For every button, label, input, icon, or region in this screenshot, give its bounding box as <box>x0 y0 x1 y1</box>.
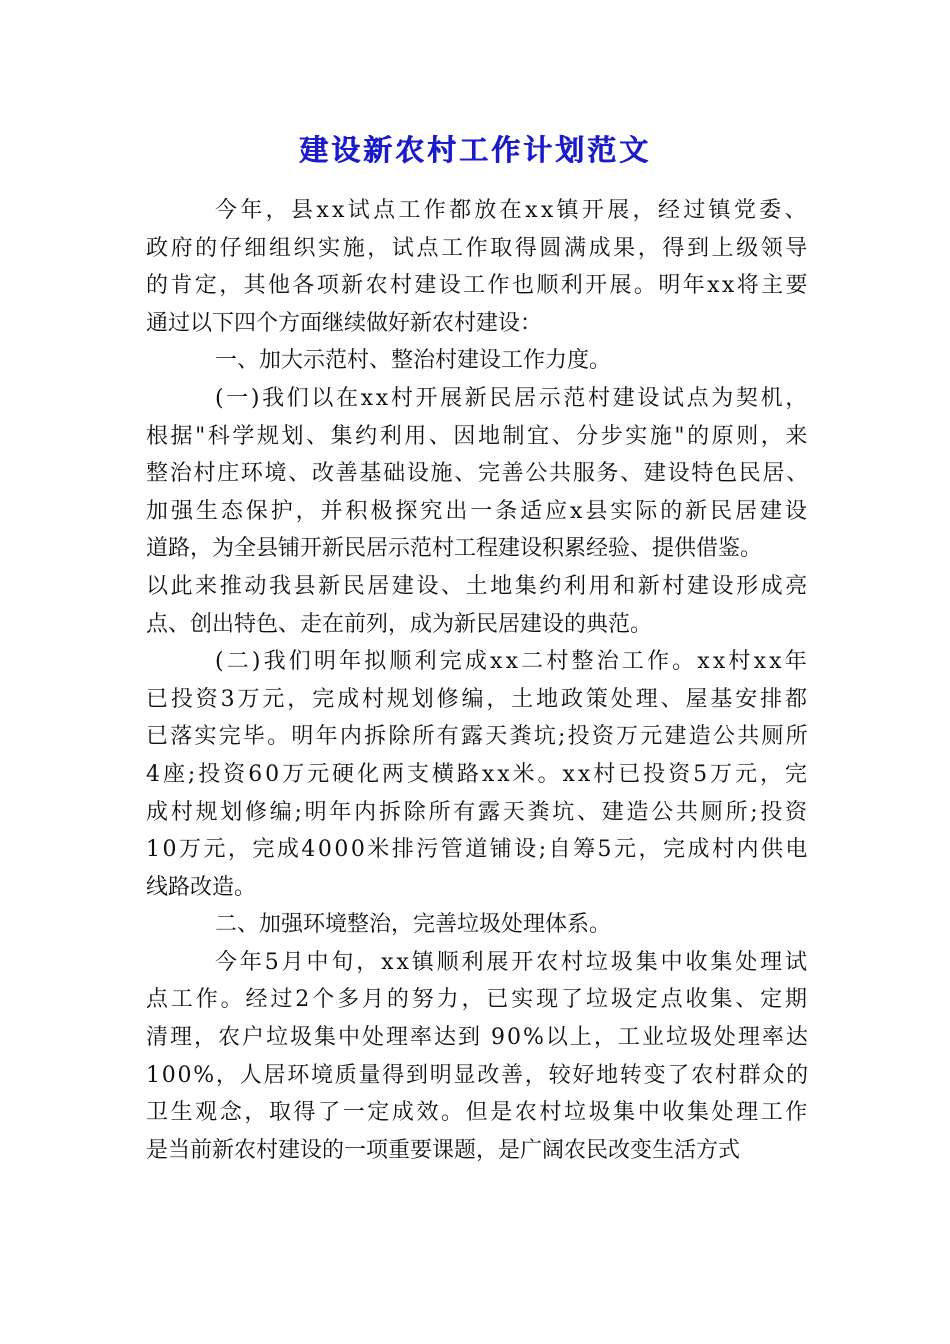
body-line: 根据"科学规划、集约利用、因地制宜、分步实施"的原则，来 <box>146 423 810 449</box>
body-line: 成村规划修编;明年内拆除所有露天粪坑、建造公共厕所;投资 <box>146 799 810 825</box>
body-line: 道路，为全县铺开新民居示范村工程建设积累经验、提供借鉴。 <box>146 536 763 562</box>
body-line: 清理，农户垃圾集中处理率达到 90%以上，工业垃圾处理率达 <box>146 1025 810 1051</box>
body-line: 是当前新农村建设的一项重要课题，是广阔农民改变生活方式 <box>146 1137 741 1163</box>
body-line: 加强生态保护，并积极探究出一条适应x县实际的新民居建设 <box>146 498 810 524</box>
body-line: 一、加大示范村、整治村建设工作力度。 <box>215 348 612 374</box>
body-line: (二)我们明年拟顺利完成xx二村整治工作。xx村xx年 <box>215 649 810 675</box>
body-line: 线路改造。 <box>146 874 257 900</box>
body-line: 今年，县xx试点工作都放在xx镇开展，经过镇党委、 <box>215 198 810 223</box>
body-line: 的肯定，其他各项新农村建设工作也顺利开展。明年xx将主要 <box>146 273 810 299</box>
document-title: 建设新农村工作计划范文 <box>298 133 651 167</box>
body-line: 已落实完毕。明年内拆除所有露天粪坑;投资万元建造公共厕所 <box>146 724 810 750</box>
body-line: 10万元，完成4000米排污管道铺设;自筹5元，完成村内供电 <box>146 837 810 863</box>
body-line: 政府的仔细组织实施，试点工作取得圆满成果，得到上级领导 <box>146 235 810 261</box>
body-line: 整治村庄环境、改善基础设施、完善公共服务、建设特色民居、 <box>146 461 810 487</box>
body-line: (一)我们以在xx村开展新民居示范村建设试点为契机， <box>215 385 810 411</box>
body-line: 二、加强环境整治，完善垃圾处理体系。 <box>215 912 612 938</box>
body-line: 今年5月中旬，xx镇顺利展开农村垃圾集中收集处理试 <box>215 949 810 975</box>
body-line: 通过以下四个方面继续做好新农村建设： <box>146 310 543 336</box>
body-line: 点工作。经过2个多月的努力，已实现了垃圾定点收集、定期 <box>146 987 810 1013</box>
body-line: 4座;投资60万元硬化两支横路xx米。xx村已投资5万元，完 <box>146 761 810 787</box>
document-body <box>146 192 810 1169</box>
body-line: 卫生观念，取得了一定成效。但是农村垃圾集中收集处理工作 <box>146 1100 810 1126</box>
body-line: 点、创出特色、走在前列，成为新民居建设的典范。 <box>146 611 653 637</box>
body-line: 以此来推动我县新民居建设、土地集约利用和新村建设形成亮 <box>146 573 810 599</box>
body-line: 已投资3万元，完成村规划修编，土地政策处理、屋基安排都 <box>146 686 810 712</box>
body-line: 100%，人居环境质量得到明显改善，较好地转变了农村群众的 <box>146 1062 810 1088</box>
